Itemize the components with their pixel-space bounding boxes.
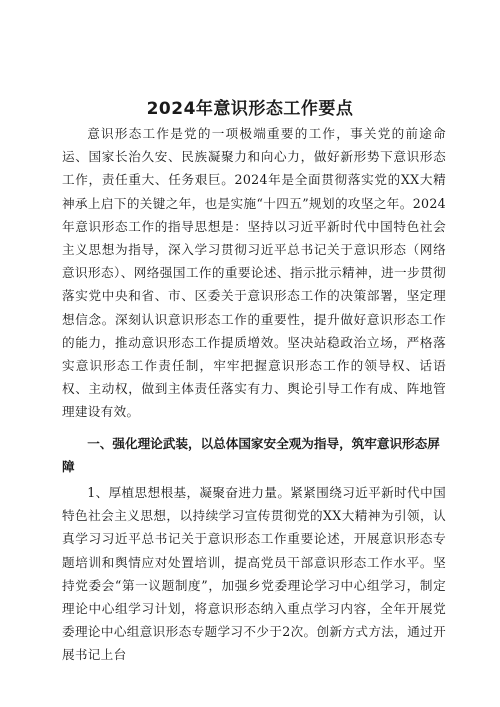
section-heading: 一、强化理论武装，以总体国家安全观为指导，筑牢意识形态屏障 xyxy=(62,436,440,475)
intro-paragraph: 意识形态工作是党的一项极端重要的工作，事关党的前途命运、国家长治久安、民族凝聚力和向心力，做好新形势下意识形态工作，责任重大、任务艰巨。2024年是全面贯彻落实党的XX大精神承上启下的关键之年，也是实施“十四五”规划的攻坚之年。2024年意识形态工作的指导思想是：坚持以习近平新时代中国特色社会主义思想为指导，深入学习贯彻习近平总书记关于意识形态（网络意识形态）、网络强国工作的重要论述、指示批示精神，进一步贯彻落实党中央和省、市、区委关于意识形态工作的决策部署，坚定理想信念。深刻认识意识形态工作的重要性，提升做好意识形态工作的能力，推动意识形态工作提质增效。坚决站稳政治立场，严格落实意识形态工作责任制，牢牢把握意识形态工作的领导权、话语权、主动权，做到主体责任落实有力、舆论引导工作有成、阵地管理建设有效。 xyxy=(62,126,446,420)
section-paragraph: 1、厚植思想根基，凝聚奋进力量。紧紧围绕习近平新时代中国特色社会主义思想，以持续学习宣传贯彻党的XX大精神为引领，认真学习习近平总书记关于意识形态工作重要论述，开展意识形态专题培训和舆情应对处置培训，提高党员干部意识形态工作水平。坚持党委会“第一议题制度”，加强乡党委理论学习中心组学习，制定理论中心组学习计划，将意识形态纳入重点学习内容，全年开展党委理论中心组意识形态专题学习不少于2次。创新方式方法，通过开展书记上台 xyxy=(62,485,446,663)
document-title: 2024年意识形态工作要点 xyxy=(146,99,354,119)
